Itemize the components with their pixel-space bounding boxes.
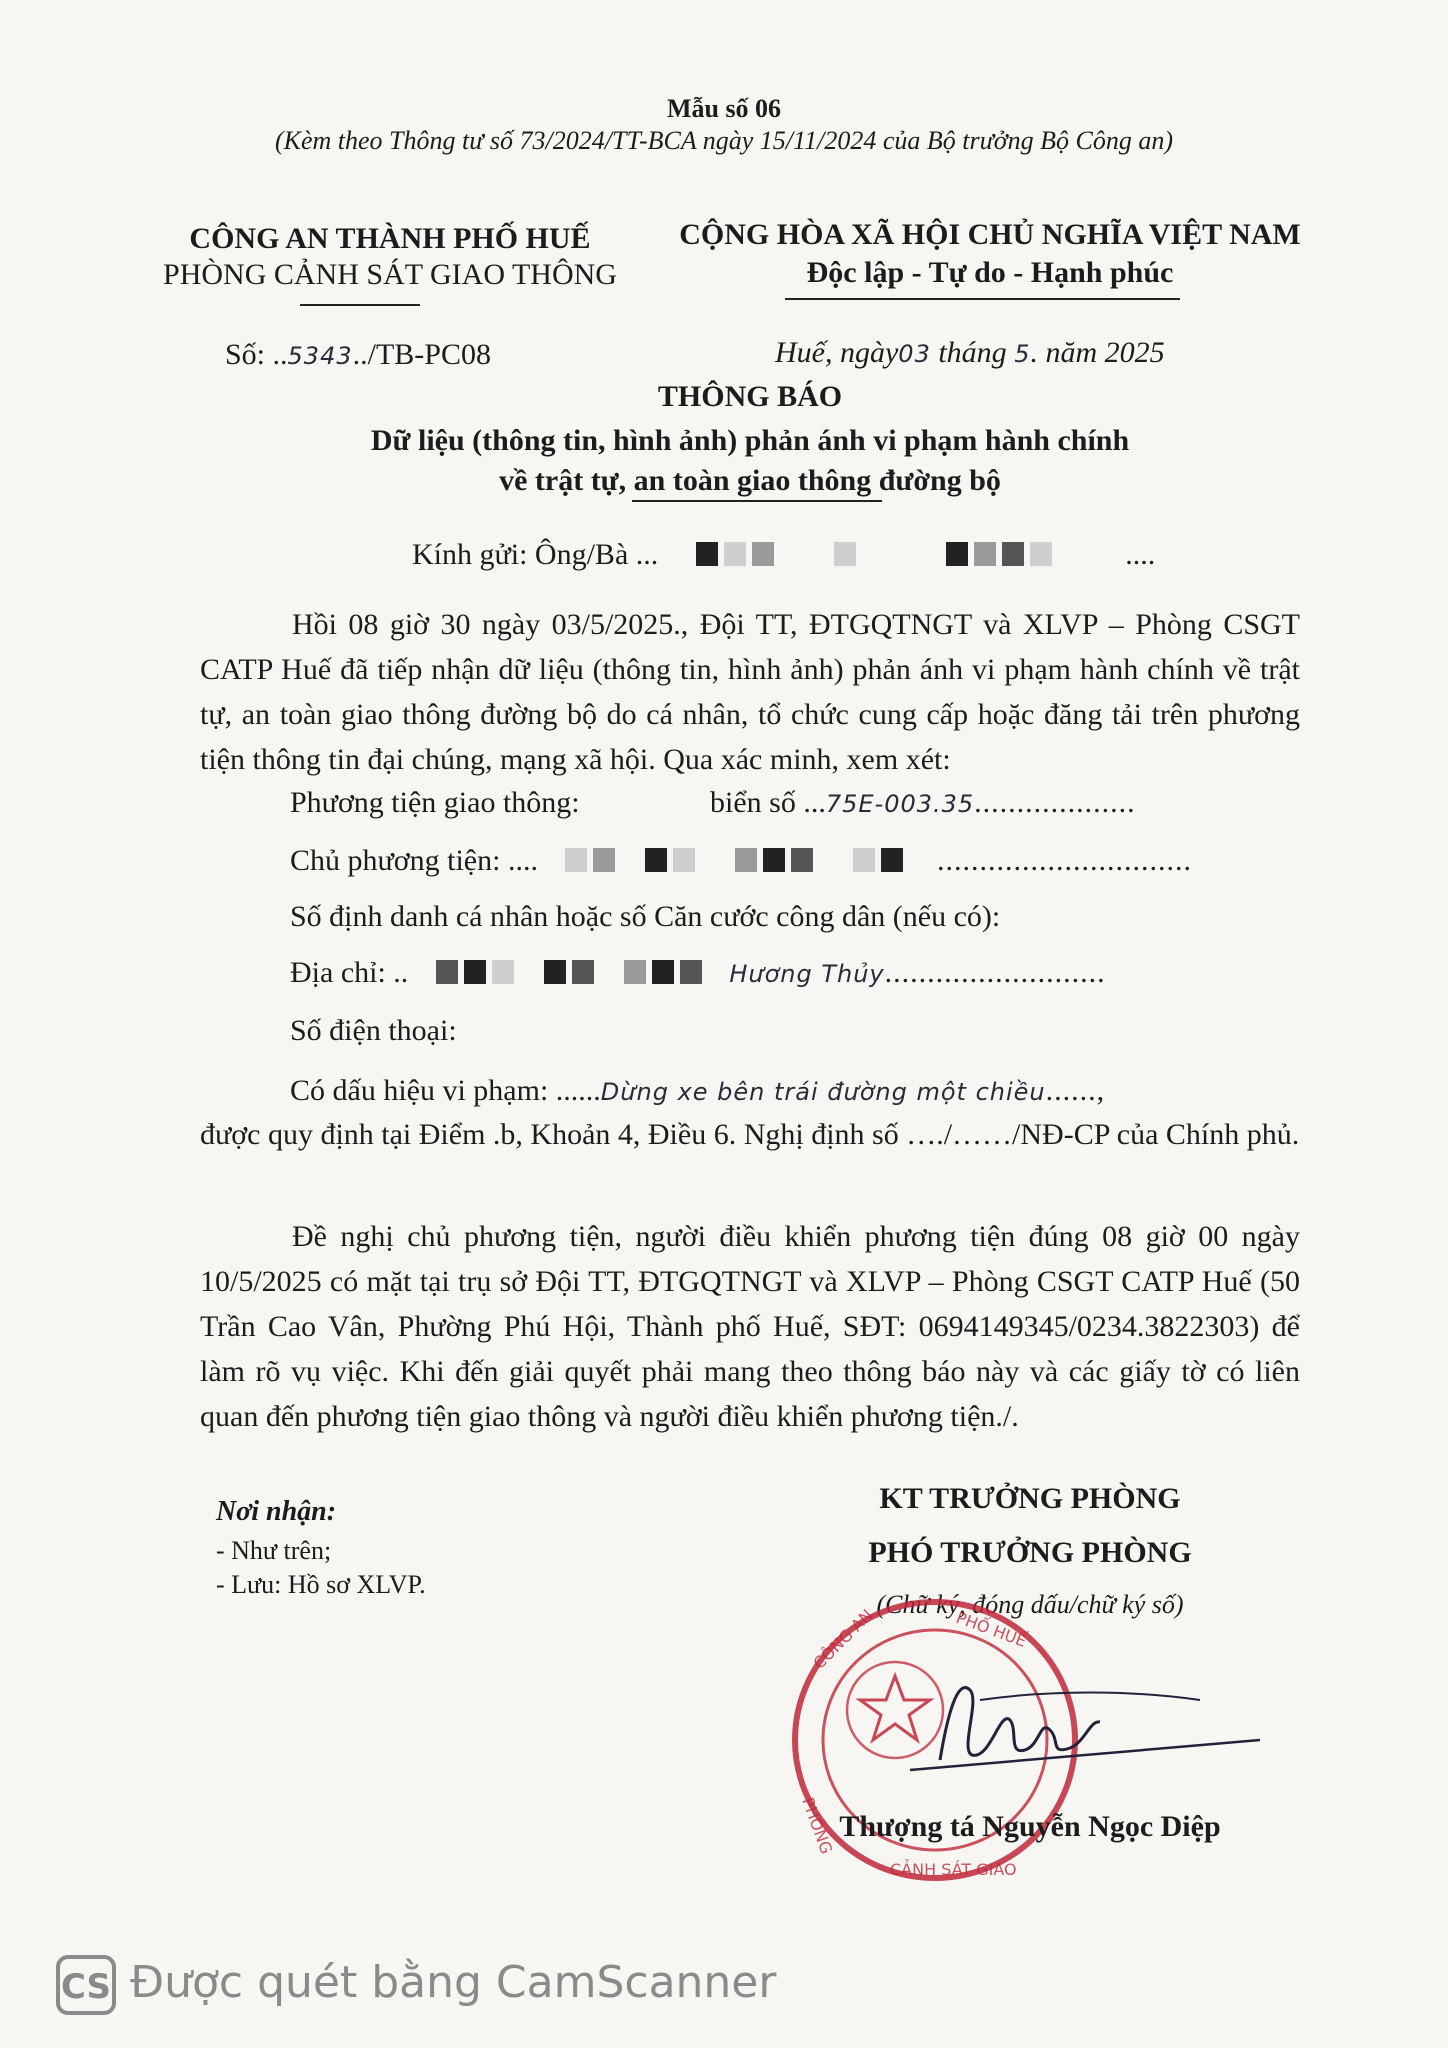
- id-label: Số định danh cá nhân hoặc số Căn cước công dân (nếu có):: [290, 900, 1001, 933]
- date-month-handwritten: 5: [1014, 340, 1031, 368]
- nation-title: CỘNG HÒA XÃ HỘI CHỦ NGHĨA VIỆT NAM: [679, 218, 1301, 251]
- owner-line: [290, 844, 1192, 880]
- redacted-address: [436, 958, 708, 992]
- signer-title-2: PHÓ TRƯỞNG PHÒNG: [868, 1536, 1192, 1569]
- title-underline: [632, 500, 882, 502]
- owner-label: Chủ phương tiện: ....: [290, 844, 538, 877]
- document-number: [225, 338, 491, 372]
- agency-department: PHÒNG CẢNH SÁT GIAO THÔNG: [163, 258, 617, 291]
- plate-line: [710, 786, 1136, 820]
- redacted-name: [696, 540, 1058, 574]
- svg-text:CẢNH SÁT GIAO: CẢNH SÁT GIAO: [890, 1860, 1017, 1879]
- violation-handwritten: Dừng xe bên trái đường một chiều: [600, 1078, 1046, 1106]
- signer-name: Thượng tá Nguyễn Ngọc Diệp: [839, 1810, 1221, 1843]
- camscanner-logo: CS: [56, 1955, 116, 2015]
- recipient-line: [412, 538, 1155, 574]
- legal-basis: được quy định tại Điểm .b, Khoản 4, Điều 6. Nghị định số …./……/NĐ-CP của Chính phủ.: [200, 1118, 1300, 1151]
- document-subtitle-1: Dữ liệu (thông tin, hình ảnh) phản ánh vi phạm hành chính: [370, 424, 1130, 457]
- address-handwritten: Hương Thủy: [729, 960, 885, 988]
- camscanner-text: Được quét bằng CamScanner: [130, 1957, 777, 2008]
- signer-title-1: KT TRƯỞNG PHÒNG: [879, 1482, 1181, 1515]
- owner-dots: ..............................: [936, 844, 1192, 877]
- recipient-trail: ....: [1125, 538, 1156, 571]
- redacted-owner: [565, 846, 909, 880]
- document-title: THÔNG BÁO: [657, 380, 843, 413]
- plate-handwritten: 75E-003.35: [825, 790, 975, 818]
- phone-label: Số điện thoại:: [290, 1014, 457, 1047]
- document-subtitle-2: về trật tự, an toàn giao thông đường bộ: [499, 464, 1001, 497]
- handwritten-signature: [900, 1660, 1270, 1790]
- recipient-label: Kính gửi: Ông/Bà ...: [412, 538, 659, 571]
- date-prefix: Huế, ngày: [775, 336, 899, 369]
- doc-number-suffix: ../TB-PC08: [352, 338, 491, 371]
- plate-dots: ...................: [974, 786, 1136, 819]
- form-number: Mẫu số 06: [666, 94, 782, 123]
- address-dots: ..........................: [884, 956, 1106, 989]
- doc-number-handwritten: 5343: [287, 342, 353, 370]
- svg-text:PHÒNG: PHÒNG: [798, 1794, 837, 1857]
- violation-dots: ......,: [1045, 1074, 1106, 1107]
- request-paragraph: Đề nghị chủ phương tiện, người điều khiển phương tiện đúng 08 giờ 00 ngày 10/5/2025 có mặt tại trụ sở Đội TT, ĐTGQTNGT và XLVP – Phòng CSGT CATP Huế (50 Trần Cao Vân, Phường Phú Hội, Thành phố Huế, SĐT: 0694149345/0234.3822303) để làm rõ vụ việc. Khi đến giải quyết phải mang theo thông báo này và các giấy tờ có liên quan đến phương tiện giao thông và người điều khiển phương tiện./.: [200, 1220, 1300, 1433]
- address-line: [290, 956, 1106, 992]
- doc-number-prefix: Số: ..: [225, 338, 288, 371]
- address-label: Địa chỉ: ..: [290, 956, 409, 989]
- intro-paragraph: Hồi 08 giờ 30 ngày 03/5/2025., Đội TT, ĐTGQTNGT và XLVP – Phòng CSGT CATP Huế đã tiếp nhận dữ liệu (thông tin, hình ảnh) phản ánh vi phạm hành chính về trật tự, an toàn giao thông đường bộ do cá nhân, tổ chức cung cấp hoặc đăng tải trên phương tiện thông tin đại chúng, mạng xã hội. Qua xác minh, xem xét:: [200, 608, 1300, 776]
- violation-label: Có dấu hiệu vi phạm: ......: [290, 1074, 601, 1107]
- svg-text:CÔNG AN: CÔNG AN: [809, 1605, 877, 1673]
- date-mid: tháng: [930, 336, 1015, 369]
- date-suffix: . năm 2025: [1030, 336, 1165, 369]
- vehicle-label: Phương tiện giao thông:: [290, 786, 580, 819]
- recipients-title: Nơi nhận:: [216, 1496, 337, 1527]
- date-day-handwritten: 03: [898, 340, 931, 368]
- agency-name: CÔNG AN THÀNH PHỐ HUẾ: [189, 222, 591, 255]
- violation-line: [290, 1074, 1105, 1108]
- recipients-item-2: - Lưu: Hồ sơ XLVP.: [216, 1570, 426, 1599]
- camscanner-watermark: [56, 1955, 776, 2015]
- motto-underline: [785, 298, 1180, 300]
- recipients-item-1: - Như trên;: [216, 1536, 332, 1565]
- nation-motto: Độc lập - Tự do - Hạnh phúc: [806, 256, 1174, 289]
- agency-underline: [300, 304, 420, 306]
- plate-label: biển số ...: [710, 786, 826, 819]
- document-date: [775, 336, 1165, 370]
- form-reference: (Kèm theo Thông tư số 73/2024/TT-BCA ngày 15/11/2024 của Bộ trưởng Bộ Công an): [274, 126, 1174, 155]
- svg-text:PHỐ HUẾ: PHỐ HUẾ: [953, 1607, 1029, 1651]
- signature-note: (Chữ ký, đóng dấu/chữ ký số): [876, 1590, 1184, 1619]
